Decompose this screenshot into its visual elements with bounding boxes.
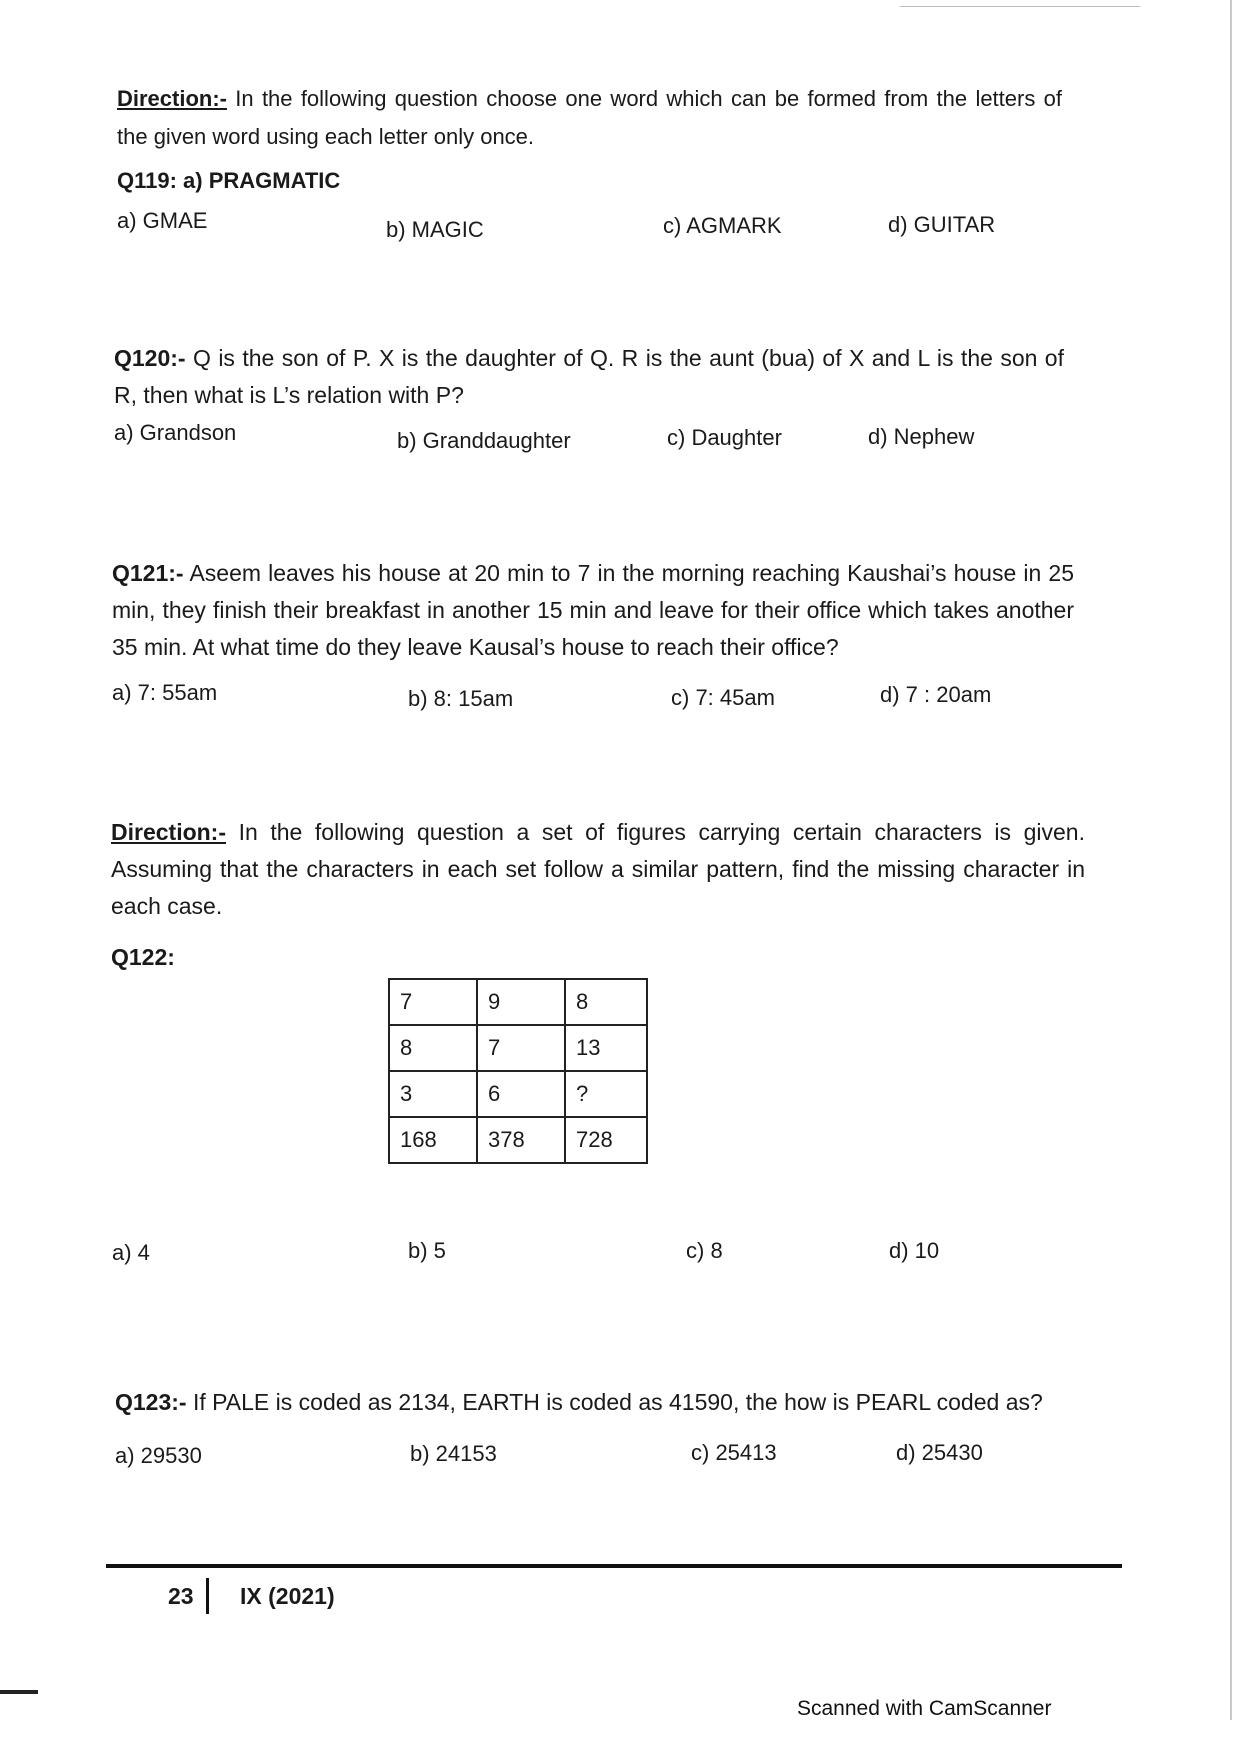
q121-text: Aseem leaves his house at 20 min to 7 in the morning reaching Kaushai’s house in 25 min, they finish their breakfast in another 15 min and leave for their office which takes another 35 min. At what time do they leave Kausal’s house to reach their office? xyxy=(112,560,1074,660)
page-edge-right xyxy=(1230,0,1232,1720)
q119-option-a: a) GMAE xyxy=(117,208,208,233)
q123-option-b: b) 24153 xyxy=(410,1441,497,1466)
q120-option-b: b) Granddaughter xyxy=(397,428,571,453)
q121-option-a: a) 7: 55am xyxy=(112,680,218,705)
grid-row xyxy=(389,979,647,1025)
grid-cell: 7 xyxy=(389,979,477,1025)
q123-option-a: a) 29530 xyxy=(115,1443,202,1468)
q122-option-b: b) 5 xyxy=(408,1238,446,1263)
grid-row xyxy=(389,1025,647,1071)
grid-cell: 3 xyxy=(389,1071,477,1117)
q119-option-d: d) GUITAR xyxy=(888,212,996,237)
q120-text: Q is the son of P. X is the daughter of Q. R is the aunt (bua) of X and L is the son of R, then what is L’s relation with P? xyxy=(114,345,1064,408)
q121-option-d: d) 7 : 20am xyxy=(880,682,992,707)
footer-rule xyxy=(106,1564,1122,1568)
direction-2-label: Direction:- xyxy=(111,819,226,845)
grid-cell-missing: ? xyxy=(565,1071,647,1117)
q123-number: Q123:- xyxy=(115,1389,187,1415)
grid-row xyxy=(389,1117,647,1163)
q119-option-c: c) AGMARK xyxy=(663,213,782,238)
grid-cell: 378 xyxy=(477,1117,565,1163)
q120-option-a: a) Grandson xyxy=(114,420,237,445)
direction-2-text: In the following question a set of figures carrying certain characters is given. Assuming that the characters in each set follow a similar pattern, find the missing character in each case. xyxy=(111,819,1085,919)
q120-option-d: d) Nephew xyxy=(868,424,975,449)
grid-cell: 13 xyxy=(565,1025,647,1071)
grid-row xyxy=(389,1071,647,1117)
q123-option-c: c) 25413 xyxy=(691,1440,777,1465)
q120-option-c: c) Daughter xyxy=(667,425,782,450)
direction-1-label: Direction:- xyxy=(117,86,227,111)
q119-option-b: b) MAGIC xyxy=(386,217,484,242)
grid-cell: 728 xyxy=(565,1117,647,1163)
q121-question xyxy=(112,555,1074,666)
direction-1 xyxy=(117,80,1062,156)
q122-number: Q122: xyxy=(111,944,175,970)
q123-question xyxy=(115,1384,1095,1421)
q121-option-c: c) 7: 45am xyxy=(671,685,775,710)
q119-question: Q119: a) PRAGMATIC xyxy=(117,168,341,193)
scan-artifact xyxy=(900,6,1140,7)
grid-cell: 7 xyxy=(477,1025,565,1071)
q122-number-grid xyxy=(388,978,648,1164)
class-label: IX (2021) xyxy=(240,1583,335,1609)
q123-text: If PALE is coded as 2134, EARTH is coded as 41590, the how is PEARL coded as? xyxy=(186,1389,1043,1415)
q122-option-c: c) 8 xyxy=(686,1238,723,1263)
page-edge-mark xyxy=(0,1690,38,1694)
grid-cell: 8 xyxy=(565,979,647,1025)
q122-option-a: a) 4 xyxy=(112,1240,150,1265)
grid-cell: 8 xyxy=(389,1025,477,1071)
grid-cell: 6 xyxy=(477,1071,565,1117)
direction-1-text: In the following question choose one word which can be formed from the letters of the given word using each letter only once. xyxy=(117,86,1062,149)
q121-option-b: b) 8: 15am xyxy=(408,686,514,711)
grid-cell: 9 xyxy=(477,979,565,1025)
q121-number: Q121:- xyxy=(112,560,184,586)
footer-divider xyxy=(206,1578,209,1614)
q122-option-d: d) 10 xyxy=(889,1238,940,1263)
grid-cell: 168 xyxy=(389,1117,477,1163)
page-number: 23 xyxy=(168,1583,194,1609)
q123-option-d: d) 25430 xyxy=(896,1440,983,1465)
q120-number: Q120:- xyxy=(114,345,186,371)
q120-question xyxy=(114,340,1064,414)
direction-2 xyxy=(111,814,1085,925)
scanner-watermark: Scanned with CamScanner xyxy=(797,1697,1052,1720)
